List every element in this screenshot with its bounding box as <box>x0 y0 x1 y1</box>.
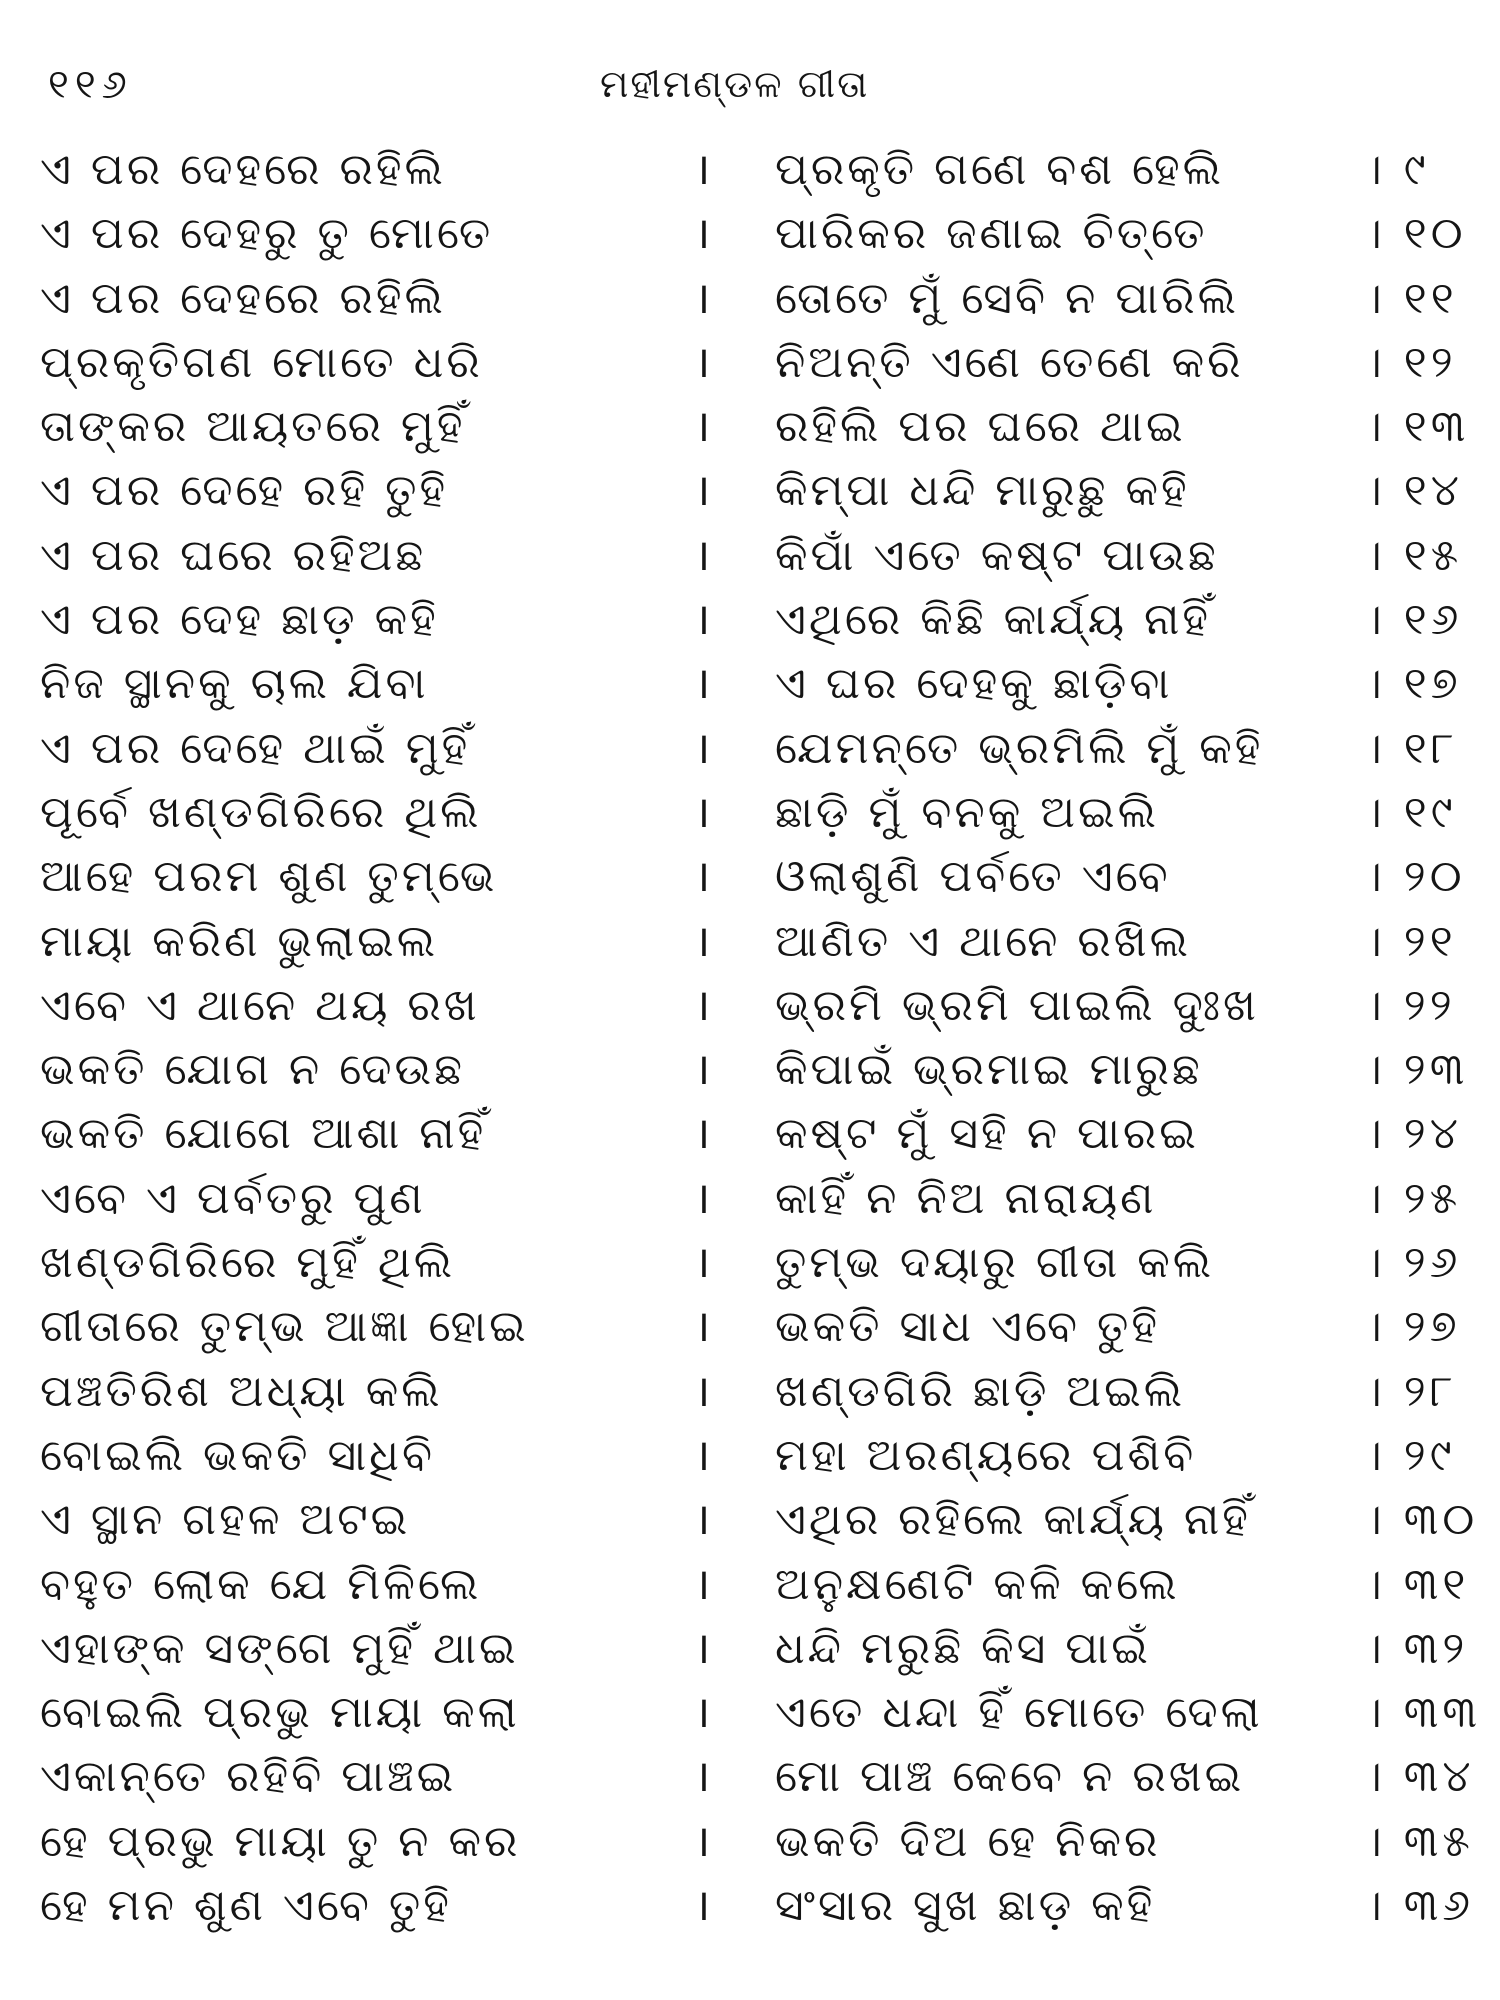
verse-second-half: କିମ୍ପା ଧନ୍ଦି ମାରୁଛୁ କହି <box>775 465 1190 517</box>
verse-separator: । <box>693 1237 711 1289</box>
verse-number: । ୧୧ <box>1362 272 1458 324</box>
verse-number: । ୧୪ <box>1362 465 1463 517</box>
verse-first-half: ଭକତି ଯୋଗ ନ ଦେଉଛ <box>40 1044 466 1096</box>
verse-separator: । <box>693 594 711 646</box>
verse-row <box>40 138 1470 202</box>
verse-separator: । <box>693 1301 711 1353</box>
verse-second-half: ସଂସାର ସୁଖ ଛାଡ଼ କହି <box>775 1880 1156 1932</box>
verse-first-half: ଏ ସ୍ଥାନ ଗହଳ ଅଟଇ <box>40 1494 411 1546</box>
verse-separator: । <box>693 979 711 1031</box>
verse-first-half: ପୂର୍ବେ ଖଣ୍ଡଗିରିରେ ଥିଲି <box>40 786 482 838</box>
verse-number: । ୧୭ <box>1362 658 1462 710</box>
verse-row <box>40 202 1470 266</box>
verse-list <box>40 138 1481 1938</box>
verse-row <box>40 1424 1470 1488</box>
verse-number: । ୩୬ <box>1362 1880 1475 1932</box>
verse-row <box>40 395 1470 459</box>
verse-second-half: ଛାଡ଼ି ମୁଁ ବନକୁ ଅଇଲି <box>775 786 1159 838</box>
verse-number: । ୩୩ <box>1362 1687 1481 1739</box>
verse-first-half: ହେ ପ୍ରଭୁ ମାୟା ତୁ ନ କର <box>40 1815 521 1867</box>
verse-first-half: ହେ ମନ ଶୁଣ ଏବେ ତୁହି <box>40 1880 452 1932</box>
verse-second-half: ଭକତି ଦିଅ ହେ ନିକର <box>775 1815 1161 1867</box>
verse-second-half: ଅନୁକ୍ଷଣେଟି କଳି କଲେ <box>775 1558 1180 1610</box>
verse-number: । ୧୨ <box>1362 336 1457 388</box>
verse-number: । ୧୩ <box>1362 401 1470 453</box>
verse-second-half: ମହା ଅରଣ୍ୟରେ ପଶିବି <box>775 1429 1197 1481</box>
verse-first-half: ଆହେ ପରମ ଶୁଣ ତୁମ୍ଭେ <box>40 851 498 903</box>
verse-separator: । <box>693 786 711 838</box>
verse-row <box>40 1038 1470 1102</box>
verse-separator: । <box>693 1108 711 1160</box>
verse-separator: । <box>693 1751 711 1803</box>
verse-row <box>40 524 1470 588</box>
verse-separator: । <box>693 465 711 517</box>
verse-row <box>40 1617 1470 1681</box>
verse-first-half: ଏ ପର ଦେହ ଛାଡ଼ କହି <box>40 594 439 646</box>
verse-separator: । <box>693 1622 711 1674</box>
verse-number: । ୩୦ <box>1362 1494 1479 1546</box>
verse-row <box>40 459 1470 523</box>
verse-second-half: ନିଅନ୍ତି ଏଣେ ତେଣେ କରି <box>775 336 1244 388</box>
verse-separator: । <box>693 401 711 453</box>
verse-first-half: ଏ ପର ଦେହେ ରହି ତୁହି <box>40 465 449 517</box>
verse-separator: । <box>693 144 711 195</box>
verse-separator: । <box>693 851 711 903</box>
verse-first-half: ଭକତି ଯୋଗେ ଆଶା ନାହିଁ <box>40 1108 487 1160</box>
verse-number: । ୩୪ <box>1362 1751 1475 1803</box>
verse-separator: । <box>693 1687 711 1739</box>
verse-separator: । <box>693 1880 711 1932</box>
verse-row <box>40 910 1470 974</box>
verse-second-half: ରହିଲି ପର ଘରେ ଥାଇ <box>775 401 1186 453</box>
verse-row <box>40 588 1470 652</box>
verse-second-half: ପାରିକର ଜଣାଇ ଚିତ୍ତେ <box>775 208 1208 260</box>
verse-row <box>40 717 1470 781</box>
verse-second-half: ଯେମନ୍ତେ ଭ୍ରମିଲି ମୁଁ କହି <box>775 722 1264 774</box>
verse-row <box>40 267 1470 331</box>
verse-number: । ୨୧ <box>1362 915 1457 967</box>
page-number: ୧୧୬ <box>48 62 133 108</box>
verse-separator: । <box>693 529 711 581</box>
verse-second-half: ଆଣିତ ଏ ଥାନେ ରଖିଲ <box>775 915 1191 967</box>
verse-row <box>40 1745 1475 1809</box>
verse-row <box>40 1681 1481 1745</box>
verse-second-half: ଏତେ ଧନ୍ଦା ହିଁ ମୋତେ ଦେଲା <box>775 1687 1263 1739</box>
verse-number: । ୩୫ <box>1362 1815 1474 1867</box>
verse-number: । ୯ <box>1362 144 1430 195</box>
running-title: ମହୀମଣ୍ଡଳ ଗୀତା <box>600 62 870 106</box>
verse-first-half: ମାୟା କରିଣ ଭୁଲାଇଲ <box>40 915 438 967</box>
verse-second-half: ଭକତି ସାଧ ଏବେ ତୁହି <box>775 1301 1160 1353</box>
verse-second-half: ତୋତେ ମୁଁ ସେବି ନ ପାରିଲି <box>775 272 1239 324</box>
verse-second-half: ତୁମ୍ଭ ଦୟାରୁ ଗୀତା କଲି <box>775 1237 1214 1289</box>
verse-second-half: ଧନ୍ଦି ମରୁଛି କିସ ପାଇଁ <box>775 1622 1151 1674</box>
verse-second-half: କିପାଁ ଏତେ କଷ୍ଟ ପାଉଛ <box>775 529 1219 581</box>
verse-first-half: ଏ ପର ଘରେ ରହିଅଛ <box>40 529 427 581</box>
verse-row <box>40 331 1470 395</box>
verse-row <box>40 781 1470 845</box>
verse-row <box>40 1488 1479 1552</box>
verse-row <box>40 1167 1470 1231</box>
verse-row <box>40 1553 1470 1617</box>
verse-number: । ୨୬ <box>1362 1237 1462 1289</box>
verse-number: । ୨୪ <box>1362 1108 1462 1160</box>
verse-second-half: କଷ୍ଟ ମୁଁ ସହି ନ ପାରଇ <box>775 1108 1199 1160</box>
verse-first-half: ଏହାଙ୍କ ସଙ୍ଗେ ମୁହିଁ ଥାଇ <box>40 1622 519 1674</box>
verse-first-half: ବହୁତ ଲୋକ ଯେ ମିଳିଲେ <box>40 1558 482 1610</box>
verse-first-half: ପଞ୍ଚତିରିଶ ଅଧ୍ୟା କଲି <box>40 1365 443 1417</box>
verse-first-half: ତାଙ୍କର ଆୟତରେ ମୁହିଁ <box>40 401 466 453</box>
verse-first-half: ଏ ପର ଦେହରେ ରହିଲି <box>40 144 446 195</box>
verse-number: । ୧୫ <box>1362 529 1463 581</box>
verse-first-half: ଏ ପର ଦେହରେ ରହିଲି <box>40 272 446 324</box>
verse-number: । ୨୦ <box>1362 851 1466 903</box>
verse-row <box>40 845 1470 909</box>
verse-first-half: ଏକାନ୍ତେ ରହିବି ପାଞ୍ଚଇ <box>40 1751 457 1803</box>
verse-second-half: ଏ ଘର ଦେହକୁ ଛାଡ଼ିବା <box>775 658 1173 710</box>
verse-first-half: ବୋଇଲି ପ୍ରଭୁ ମାୟା କଲା <box>40 1687 520 1739</box>
verse-row <box>40 1810 1474 1874</box>
verse-separator: । <box>693 208 711 260</box>
verse-number: । ୨୫ <box>1362 1172 1462 1224</box>
verse-second-half: ମୋ ପାଞ୍ଚ କେବେ ନ ରଖଇ <box>775 1751 1245 1803</box>
verse-second-half: ପ୍ରକୃତି ଗଣେ ବଶ ହେଲି <box>775 144 1224 195</box>
verse-row <box>40 1874 1475 1938</box>
verse-first-half: ପ୍ରକୃତିଗଣ ମୋତେ ଧରି <box>40 336 483 388</box>
page-header <box>40 62 1460 122</box>
verse-first-half: ଏ ପର ଦେହରୁ ତୁ ମୋତେ <box>40 208 494 260</box>
verse-row <box>40 1102 1470 1166</box>
verse-row <box>40 1360 1470 1424</box>
verse-separator: । <box>693 272 711 324</box>
verse-number: । ୧୯ <box>1362 786 1457 838</box>
verse-number: । ୨୨ <box>1362 979 1456 1031</box>
verse-number: । ୩୨ <box>1362 1622 1469 1674</box>
verse-first-half: ଗୀତାରେ ତୁମ୍ଭ ଆଜ୍ଞା ହୋଇ <box>40 1301 529 1353</box>
verse-separator: । <box>693 1494 711 1546</box>
verse-row <box>40 974 1470 1038</box>
verse-separator: । <box>693 336 711 388</box>
verse-first-half: ଏବେ ଏ ପର୍ବତରୁ ପୁଣ <box>40 1172 426 1224</box>
verse-separator: । <box>693 1815 711 1867</box>
verse-number: । ୨୩ <box>1362 1044 1469 1096</box>
verse-number: । ୧୬ <box>1362 594 1463 646</box>
verse-first-half: ଏ ପର ଦେହେ ଥାଇଁ ମୁହିଁ <box>40 722 471 774</box>
verse-second-half: ଭ୍ରମି ଭ୍ରମି ପାଇଲି ଦୁଃଖ <box>775 979 1259 1031</box>
verse-first-half: ଏବେ ଏ ଥାନେ ଥୟ ରଖ <box>40 979 480 1031</box>
verse-row <box>40 652 1470 716</box>
verse-number: । ୩୧ <box>1362 1558 1470 1610</box>
verse-separator: । <box>693 915 711 967</box>
verse-first-half: ବୋଇଲି ଭକତି ସାଧିବି <box>40 1429 435 1481</box>
verse-first-half: ନିଜ ସ୍ଥାନକୁ ଚାଲ ଯିବା <box>40 658 429 710</box>
verse-separator: । <box>693 722 711 774</box>
verse-separator: । <box>693 1044 711 1096</box>
verse-number: । ୨୯ <box>1362 1429 1456 1481</box>
verse-second-half: ଖଣ୍ଡଗିରି ଛାଡ଼ି ଅଇଲି <box>775 1365 1186 1417</box>
verse-number: । ୧୦ <box>1362 208 1467 260</box>
verse-second-half: ଓଲାଶୁଣି ପର୍ବତେ ଏବେ <box>775 851 1171 903</box>
verse-separator: । <box>693 658 711 710</box>
verse-separator: । <box>693 1429 711 1481</box>
verse-first-half: ଖଣ୍ଡଗିରିରେ ମୁହିଁ ଥିଲି <box>40 1237 456 1289</box>
verse-separator: । <box>693 1558 711 1610</box>
verse-row <box>40 1231 1470 1295</box>
verse-number: । ୧୮ <box>1362 722 1458 774</box>
verse-number: । ୨୮ <box>1362 1365 1457 1417</box>
verse-second-half: କାହିଁ ନ ନିଅ ନାରାୟଣ <box>775 1172 1157 1224</box>
verse-separator: । <box>693 1172 711 1224</box>
verse-second-half: ଏଥିର ରହିଲେ କାର୍ଯ୍ୟ ନାହିଁ <box>775 1494 1251 1546</box>
verse-separator: । <box>693 1365 711 1417</box>
verse-number: । ୨୭ <box>1362 1301 1461 1353</box>
verse-second-half: କିପାଇଁ ଭ୍ରମାଇ ମାରୁଛ <box>775 1044 1203 1096</box>
verse-second-half: ଏଥିରେ କିଛି କାର୍ଯ୍ୟ ନାହିଁ <box>775 594 1212 646</box>
verse-row <box>40 1295 1470 1359</box>
